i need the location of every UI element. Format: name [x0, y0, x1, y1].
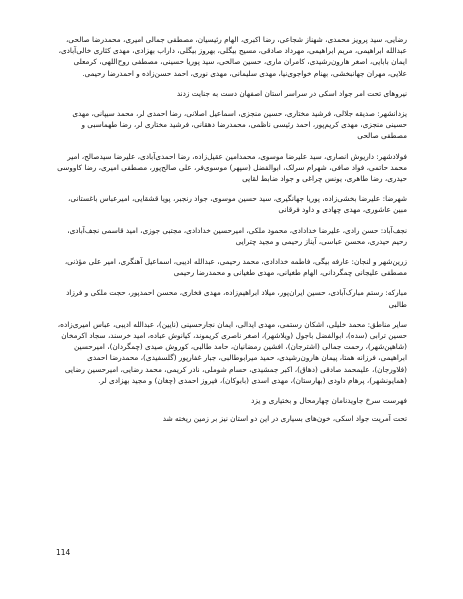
paragraph-yazdanshahr: یزدانشهر: صدیقه جلالی، فرشید مختاری، حسین منجزی، اسماعیل اصلانی، رضا احمدی لر، محمد سیپانی، مهدی حسینی منجزی، مهدی کریم‌پور، احمد رئیسی ناظمی، محمدرضا دهقانی، فرشید مختاری لر، رضا طهماسبی و مصطفی صالحی [72, 109, 407, 141]
paragraph-zarrinshahr: زرین‌شهر و لنجان: عارفه بیگی، فاطمه خدادادی، محمد رحیمی، عبدالله ادیبی، اسماعیل آهنگری، امیر علی مؤذنی، مصطفی علیجانی چمگردانی، الهام طغیانی، مهدی طغیانی و محمدرضا رحیمی [64, 257, 407, 278]
paragraph-najafabad: نجف‌آباد: حسن رادی، علیرضا خدادادی، محمود ملکی، امیرحسین خدادادی، مجتبی جوزی، امید قاسمی نجف‌آبادی، رحیم حیدری، محسن عباسی، آیناز رحیمی و مجید چترایی [67, 225, 407, 246]
paragraph-fooladshahr: فولادشهر: داریوش انصاری، سید علیرضا موسوی، محمدامین عقیل‌زاده، رضا احمدی‌آبادی، علیرضا سیدصالح، امیر محمد حاتمی، فواد صافی، شهرام سرلک، ابوالفضل (سپهر) موسوی‌فر، علی صالح‌پور، مصطفی امیری، رضا کاووسی حیدری، رضا طاهری، یونس چراغی و جواد ضابط لقایی [57, 151, 407, 184]
paragraph-isfahan-heading: نیروهای تحت امر جواد اسکی در سراسر استان اصفهان دست به جنایت زدند [176, 88, 407, 98]
paragraph-red-list-subtitle: تحت آمریت جواد اسکی، خون‌های بسیاری در این دو استان نیز بر زمین ریخته شد [162, 414, 407, 424]
paragraph-mobarakeh: مبارکه: رستم مبارک‌آبادی، حسین ایران‌پور، میلاد ابراهیم‌زاده، مهدی فخاری، محسن احمدپور، حجت ملکی و فرزاد طالبی [66, 288, 407, 309]
paragraph-red-list-title: فهرست سرخ جاویدنامان چهارمحال و بختیاری و یزد [251, 396, 407, 406]
paragraph-shahreza: شهرضا: علیرضا بخشی‌زاده، پوریا جهانگیری، سید حسین موسوی، جواد رنجبر، پویا قشقایی، امیرعباس باغستانی، مبین عاشوری، مهدی چهادی و داود فرقانی [67, 194, 407, 215]
page-number: 114 [56, 548, 71, 557]
paragraph-names-list: رضایی، سید پرویز محمدی، شهناز شجاعی، رضا اکبری، الهام رئیسیان، مصطفی جمالی امیری، محمدرضا صالحی، عبدالله ابراهیمی، مریم ابراهیمی، مهرداد صادقی، مسیح بیگلی، بهروز بیگلی، داراب بهزادی، مهدی کثاری خالی‌آبادی، ایمان بابایی، اصغر هارون‌رشیدی، کامران ماری، حسین صالحی، سید پوریا حسینی، مصطفی روح‌اللهی، کرمعلی علایی، مهران جهانبخشی، بهنام خواجوی‌نیا، مهدی سلیمانی، مهدی نوری، احمد حسن‌زاده و احمدرضا رحیمی. [58, 35, 407, 78]
paragraph-other-regions: سایر مناطق: محمد خلیلی، اشکان رستمی، مهدی ایدالی، ایمان نجارحسینی (نایین)، عبدالله ادیبی، عباس امیری‌زاده، حسین ترابی (سده)، ابوالفضل باجول (ویلاشهر)، اصغر ناصری کریموند، کیانوش عباده، امید خرسند، سجاد اکرمخان (شاهین‌شهر)، رحمت جمالی (اشترجان)، افشین رمضانیان، حامد طالبی، کوروش صیدی (چمگردان)، امیرحسین ابراهیمی، فرزانه همتا، پیمان هارون‌رشیدی، حمید میرابوطالبی، جبار غفارپور (گلسفیدی)، محمدرضا احمدی (فلاورجان)، علیمحمد صادقی (دهاق)، اکبر جمشیدی، حسام شوملی، نادر کریمی، محمد رضایی، امیرحسین رضایی (همایونشهر)، پرهام داودی (بهارستان)، مهدی اسدی (بابوکان)، فیروز احمدی (چغان) و مجید بهزادی لر. [57, 319, 407, 385]
